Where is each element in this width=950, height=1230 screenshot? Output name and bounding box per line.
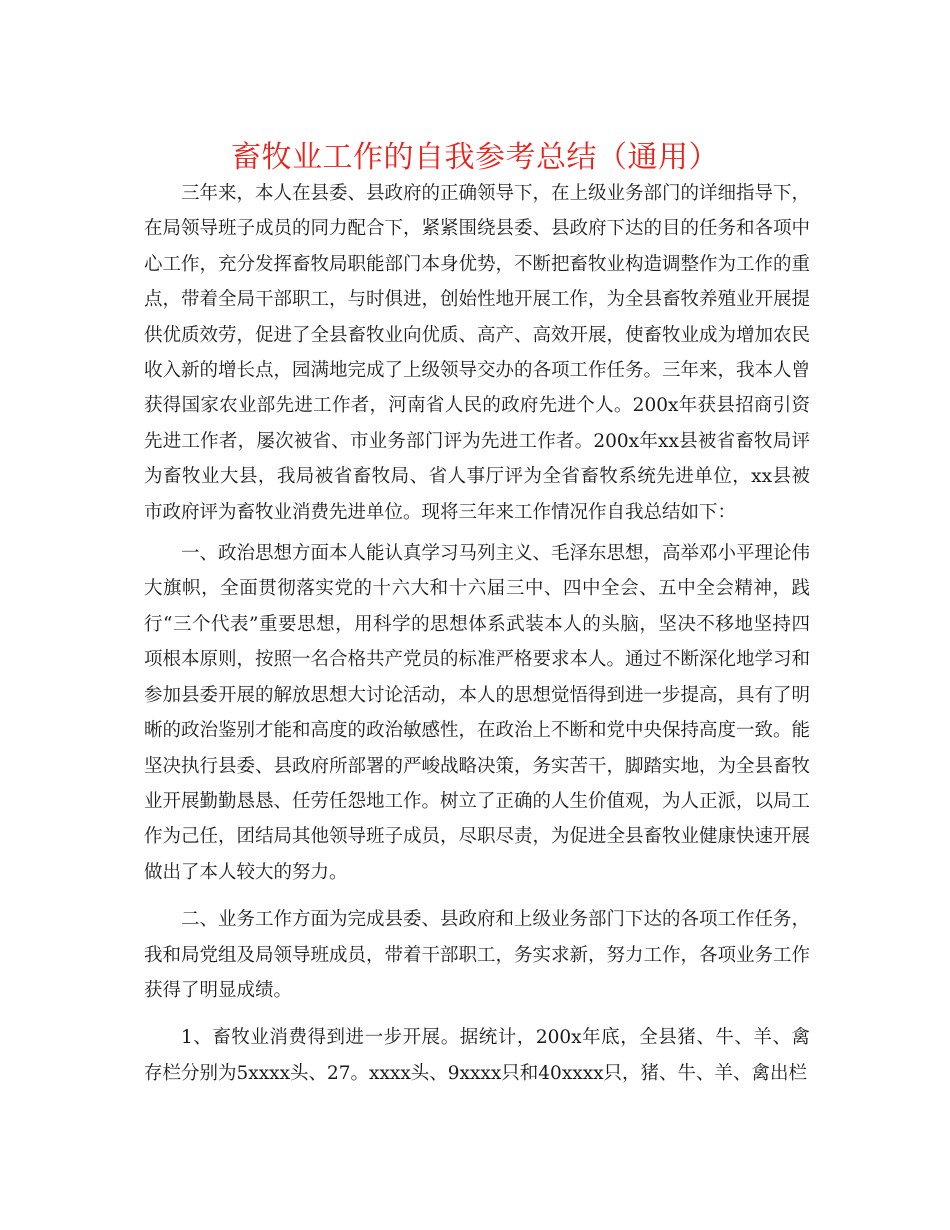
paragraph-business: 二、业务工作方面为完成县委、县政府和上级业务部门下达的各项工作任务，我和局党组及局领导班成员，带着干部职工，务实求新，努力工作，各项业务工作获得了明显成绩。 (144, 909, 811, 1001)
paragraph-production: 1、畜牧业消费得到进一步开展。据统计，200x年底，全县猪、牛、羊、禽存栏分别为5xxxx头、27。xxxx头、9xxxx只和40xxxx只，猪、牛、羊、禽出栏 (144, 1027, 810, 1084)
paragraph-political: 一、政治思想方面本人能认真学习马列主义、毛泽东思想，高举邓小平理论伟大旗帜，全面贯彻落实党的十六大和十六届三中、四中全会、五中全会精神，践行“三个代表”重要思想，用科学的思想体系武装本人的头脑，坚决不移地坚持四项根本原则，按照一名合格共产党员的标准严格要求本人。通过不断深化地学习和参加县委开展的解放思想大讨论活动，本人的思想觉悟得到进一步提高，具有了明晰的政治鉴别才能和高度的政治敏感性，在政治上不断和党中央保持高度一致。能坚决执行县委、县政府所部署的严峻战略决策，务实苦干，脚踏实地，为全县畜牧业开展勤勤恳恳、任劳任怨地工作。树立了正确的人生价值观，为人正派，以局工作为己任，团结局其他领导班子成员，尽职尽责，为促进全县畜牧业健康快速开展做出了本人较大的努力。 (144, 543, 811, 883)
document-title: 畜牧业工作的自我参考总结（通用） (231, 140, 719, 175)
document-body (144, 176, 810, 1091)
paragraph-intro: 三年来，本人在县委、县政府的正确领导下，在上级业务部门的详细指导下，在局领导班子成员的同力配合下，紧紧围绕县委、县政府下达的目的任务和各项中心工作，充分发挥畜牧局职能部门本身优势，不断把畜牧业构造调整作为工作的重点，带着全局干部职工，与时俱进，创始性地开展工作，为全县畜牧养殖业开展提供优质效劳，促进了全县畜牧业向优质、高产、高效开展，使畜牧业成为增加农民收入新的增长点，园满地完成了上级领导交办的各项工作任务。三年来，我本人曾获得国家农业部先进工作者，河南省人民的政府先进个人。200x年获县招商引资先进工作者，屡次被省、市业务部门评为先进工作者。200x年xx县被省畜牧局评为畜牧业大县，我局被省畜牧局、省人事厅评为全省畜牧系统先进单位，xx县被市政府评为畜牧业消费先进单位。现将三年来工作情况作自我总结如下： (144, 183, 811, 523)
